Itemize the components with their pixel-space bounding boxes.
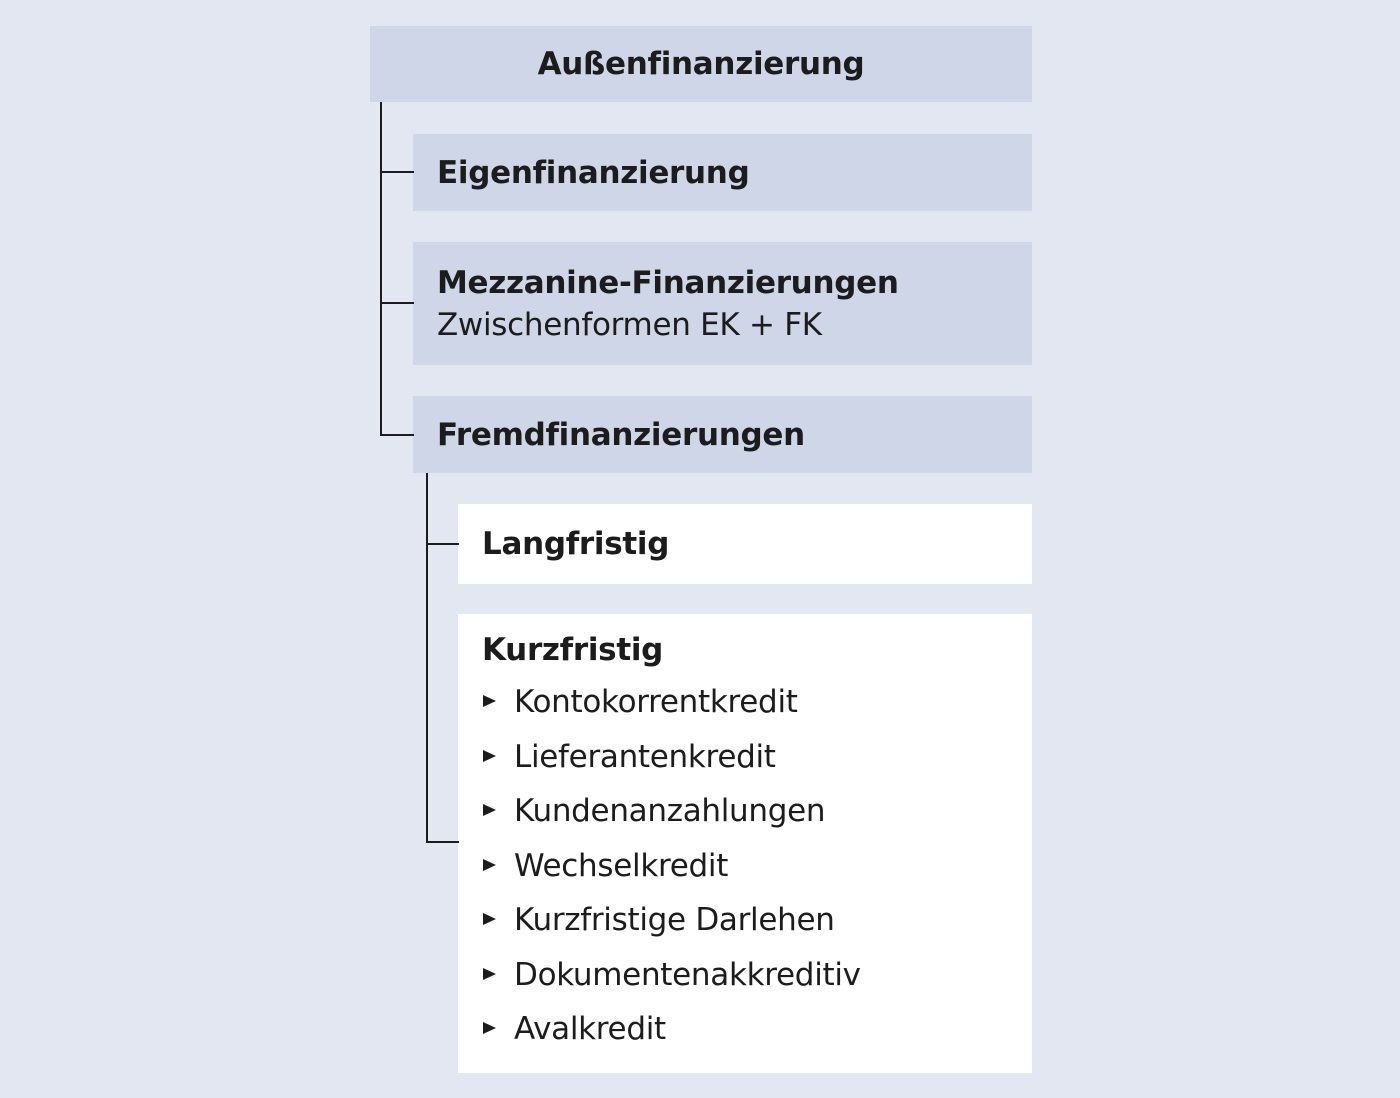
connector-kurzfristig	[426, 841, 459, 843]
list-item-label: Kontokorrentkredit	[514, 684, 798, 720]
kurzfristig-list	[482, 675, 1032, 1057]
list-item-label: Kundenanzahlungen	[514, 793, 826, 829]
triangle-bullet-icon	[483, 750, 496, 762]
node-mezzanine	[413, 242, 1032, 365]
connector-fremdfinanzierungen	[380, 434, 414, 436]
connector-eigenfinanzierung	[380, 171, 414, 173]
list-item	[482, 730, 1032, 785]
connector-mezzanine	[380, 302, 414, 304]
list-item-label: Lieferantenkredit	[514, 738, 776, 775]
list-item-label: Dokumentenakkreditiv	[514, 956, 861, 993]
node-langfristig-label: Langfristig	[482, 526, 670, 562]
list-item	[482, 839, 1032, 894]
node-mezzanine-label: Mezzanine-Finanzierungen	[437, 264, 899, 301]
connector-fremd-vertical	[426, 473, 428, 843]
triangle-bullet-icon	[483, 804, 496, 816]
node-eigenfinanzierung	[413, 134, 1032, 211]
node-mezzanine-sublabel: Zwischenformen EK + FK	[437, 306, 822, 343]
triangle-bullet-icon	[483, 1022, 496, 1034]
list-item-label: Wechselkredit	[514, 847, 729, 884]
triangle-bullet-icon	[483, 859, 496, 871]
list-item	[482, 1002, 1032, 1057]
node-kurzfristig-label: Kurzfristig	[482, 632, 664, 668]
root-node-aussenfinanzierung	[370, 26, 1032, 102]
list-item	[482, 675, 1032, 730]
node-fremdfinanzierungen-label: Fremdfinanzierungen	[437, 416, 805, 453]
connector-root-vertical	[380, 102, 382, 436]
list-item	[482, 784, 1032, 839]
triangle-bullet-icon	[483, 913, 496, 925]
list-item	[482, 893, 1032, 948]
node-fremdfinanzierungen	[413, 396, 1032, 473]
node-eigenfinanzierung-label: Eigenfinanzierung	[437, 154, 750, 191]
connector-langfristig	[426, 543, 459, 545]
list-item-label: Avalkredit	[514, 1011, 666, 1047]
root-node-label: Außenfinanzierung	[537, 46, 865, 82]
triangle-bullet-icon	[483, 968, 496, 980]
node-langfristig	[458, 504, 1032, 584]
list-item	[482, 948, 1032, 1003]
triangle-bullet-icon	[483, 695, 496, 707]
list-item-label: Kurzfristige Darlehen	[514, 902, 835, 938]
node-kurzfristig	[458, 614, 1032, 1073]
